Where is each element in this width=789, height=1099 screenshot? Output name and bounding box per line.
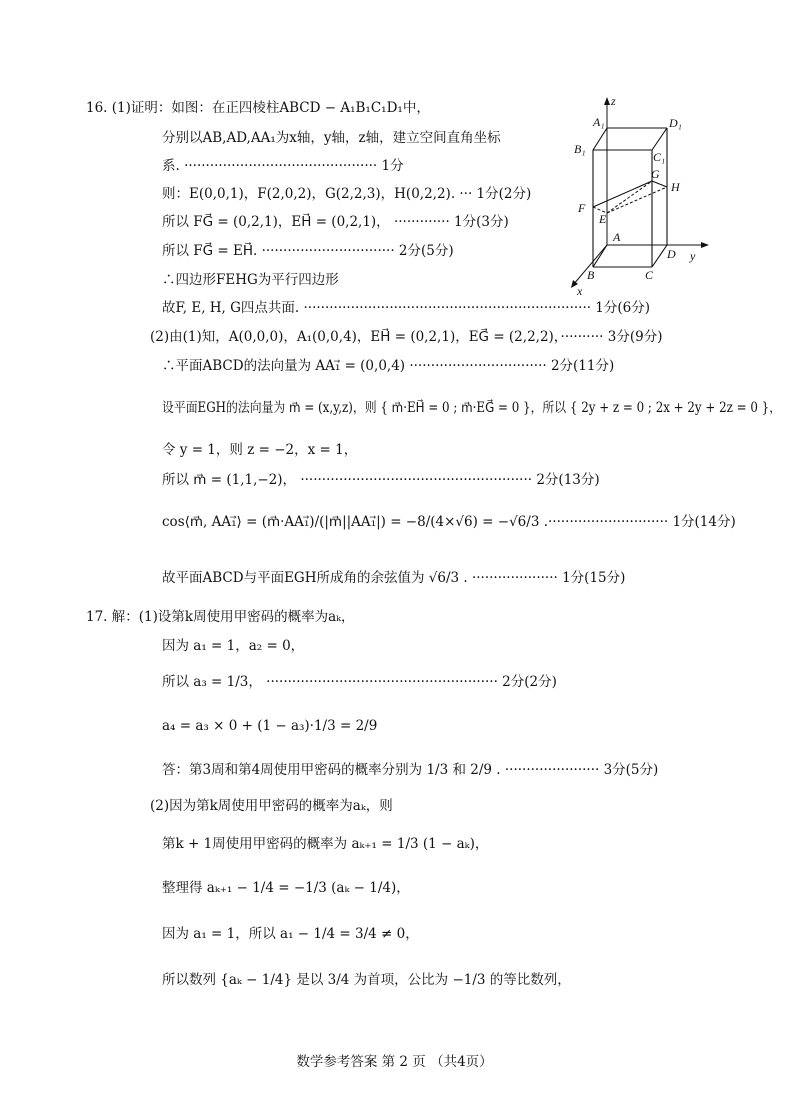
label-h: H — [671, 180, 680, 194]
label-d: D — [667, 247, 676, 261]
label-x: x — [577, 284, 583, 298]
y-axis-arrow — [701, 242, 709, 248]
prism-figure — [565, 95, 715, 300]
answer-line: 系. ············································· 1分 — [162, 158, 404, 174]
answer-line: 所以 FG⃗ = (0,2,1)，EH⃗ = (0,2,1)， ············· 1分(3分) — [162, 214, 509, 230]
answer-line: 所以 FG⃗ = EH⃗. ······························· 2分(5分) — [162, 243, 454, 259]
answer-line: 分别以AB,AD,AA₁为x轴，y轴，z轴，建立空间直角坐标 — [162, 130, 501, 146]
answer-line: 所以 m⃗ = (1,1,−2)， ······················································ 2分(13分) — [162, 472, 600, 488]
answer-line: 17. 解：(1)设第k周使用甲密码的概率为aₖ， — [86, 609, 355, 625]
label-z: z — [611, 95, 616, 108]
answer-line: 所以 a₃ = 1/3， ······················································ 2分(2分) — [162, 674, 557, 690]
edge-e-g — [607, 181, 652, 213]
label-y: y — [690, 249, 696, 263]
label-e: E — [599, 212, 607, 226]
label-a: A — [613, 230, 621, 244]
answer-line: (2)由(1)知，A(0,0,0)，A₁(0,0,4)，EH⃗ = (0,2,1)，EG⃗ = (2,2,2)，·········· 3分(9分) — [150, 329, 663, 345]
answer-line: ∴四边形FEHG为平行四边形 — [162, 272, 339, 288]
label-c: C — [645, 268, 654, 282]
edge-a-b — [593, 245, 607, 267]
answer-line: (2)因为第k周使用甲密码的概率为aₖ，则 — [150, 798, 393, 814]
edge-f-g — [593, 181, 652, 207]
answer-line: 因为 a₁ = 1，a₂ = 0， — [162, 638, 305, 654]
edge-c-d — [652, 245, 667, 267]
answer-line: 整理得 aₖ₊₁ − 1/4 = −1/3 (aₖ − 1/4)， — [162, 880, 410, 896]
answer-line: 故平面ABCD与平面EGH所成角的余弦值为 √6/3 . ···················· 1分(15分) — [162, 570, 626, 586]
answer-line: 令 y = 1，则 z = −2，x = 1， — [162, 442, 358, 458]
label-b1: B₁ — [574, 142, 586, 156]
answer-line: 设平面EGH的法向量为 m⃗ = (x,y,z)，则 { m⃗·EH⃗ = 0 ; m⃗·EG⃗ = 0 }，所以 { 2y + z = 0 ; 2x + 2y + 2z = 0 }， — [162, 400, 782, 416]
label-d1: D₁ — [669, 116, 682, 130]
z-axis-arrow — [604, 97, 610, 105]
answer-line: 故F, E, H, G四点共面. ··································································· 1分(6分) — [162, 300, 651, 316]
label-g: G — [651, 167, 660, 181]
edge-a1-b1 — [593, 128, 607, 150]
answer-line: 因为 a₁ = 1，所以 a₁ − 1/4 = 3/4 ≠ 0， — [162, 926, 419, 942]
answer-line: 第k + 1周使用甲密码的概率为 aₖ₊₁ = 1/3 (1 − aₖ)， — [162, 836, 489, 852]
edge-g-h — [652, 181, 667, 187]
answer-line: 则：E(0,0,1)，F(2,0,2)，G(2,2,3)，H(0,2,2). ··· 1分(2分) — [162, 186, 532, 202]
label-a1: A₁ — [593, 115, 605, 129]
page-footer: 数学参考答案 第 2 页 （共4页） — [296, 1054, 493, 1070]
answer-line: 答：第3周和第4周使用甲密码的概率分别为 1/3 和 2/9 . ······················ 3分(5分) — [162, 762, 659, 778]
answer-line: ∴平面ABCD的法向量为 AA₁⃗ = (0,0,4) ································ 2分(11分) — [162, 358, 615, 374]
answer-line: 16. (1)证明：如图：在正四棱柱ABCD − A₁B₁C₁D₁中， — [86, 100, 430, 116]
edge-e-h — [607, 187, 667, 213]
answer-line: 所以数列 {aₖ − 1/4} 是以 3/4 为首项，公比为 −1/3 的等比数列， — [162, 972, 571, 988]
label-f: F — [578, 201, 586, 215]
label-b: B — [587, 268, 595, 282]
answer-line: cos⟨m⃗, AA₁⃗⟩ = (m⃗·AA₁⃗)/(|m⃗||AA₁⃗|) = −8/(4×√6) = −√6/3 .···························· 1分(14分) — [162, 514, 736, 530]
edge-d1-c1 — [652, 128, 667, 150]
answer-line: a₄ = a₃ × 0 + (1 − a₃)·1/3 = 2/9 — [162, 718, 378, 734]
label-c1: C₁ — [653, 150, 666, 164]
